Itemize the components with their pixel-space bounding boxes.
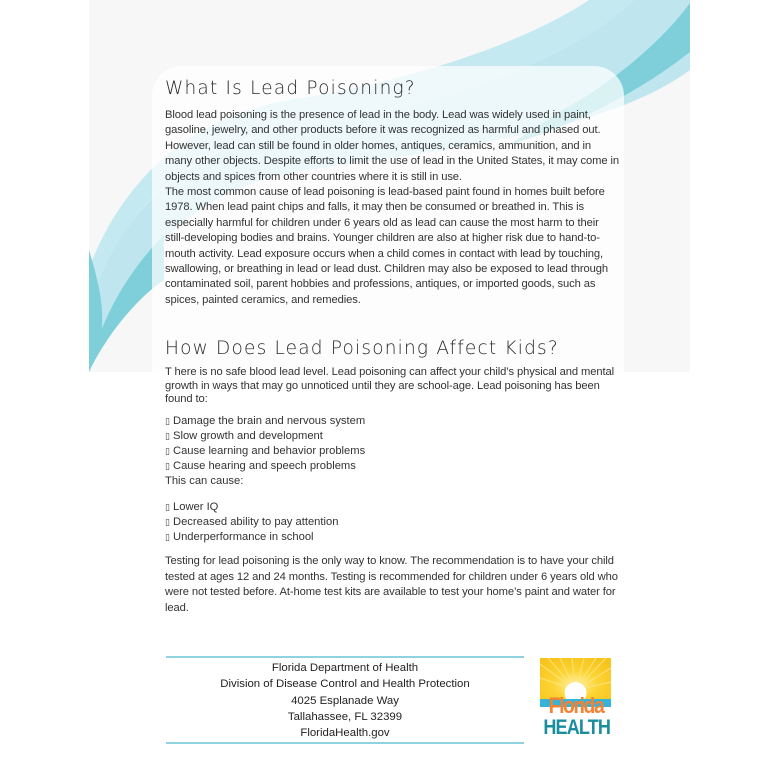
footer-contact xyxy=(166,656,524,744)
footer-division: Division of Disease Control and Health Protection xyxy=(220,678,470,691)
footer-bottom-rule xyxy=(166,742,524,744)
heading-what-is-lead-poisoning: What Is Lead Poisoning? xyxy=(165,78,416,99)
bullet-icon: ▯ xyxy=(165,503,170,513)
bullet-icon: ▯ xyxy=(165,417,170,427)
bullet-icon: ▯ xyxy=(165,462,170,472)
list-item: ▯ Decreased ability to pay attention xyxy=(165,515,338,530)
heading-how-affects-kids: How Does Lead Poisoning Affect Kids? xyxy=(165,338,559,359)
can-cause-label: This can cause: xyxy=(165,475,244,487)
footer-address xyxy=(166,660,524,741)
bullet-icon: ▯ xyxy=(165,432,170,442)
paragraph-testing: Testing for lead poisoning is the only way to know. The recommendation is to have your child tested at ages 12 and 24 months. Testing is recommended for children under 6 years old who were not tested before. At-home test kits are available to test your home’s paint and water for lead. xyxy=(165,555,618,614)
list-item: ▯ Slow growth and development xyxy=(165,429,365,444)
list-item: ▯ Underperformance in school xyxy=(165,530,338,545)
list-item: ▯ Damage the brain and nervous system xyxy=(165,414,365,429)
footer-top-rule xyxy=(166,656,524,658)
logo-wordmark-florida: Florida xyxy=(548,693,604,718)
list-item: ▯ Cause hearing and speech problems xyxy=(165,459,365,474)
paragraph-definition: Blood lead poisoning is the presence of lead in the body. Lead was widely used in paint, gasoline, jewelry, and other products before it was recognized as harmful and phased out. However, lead can still be found in older homes, antiques, ceramics, ammunition, and in many other objects. Despite efforts to limit the use of lead in the United States, it may come in objects and spices from other countries where it is still in use. xyxy=(165,109,619,183)
logo-wordmark-health: HEALTH xyxy=(543,716,611,739)
consequences-list xyxy=(165,500,338,545)
footer-org: Florida Department of Health xyxy=(271,662,419,674)
footer-website-link[interactable]: FloridaHealth.gov xyxy=(300,727,390,740)
list-item: ▯ Lower IQ xyxy=(165,500,338,515)
footer-street: 4025 Esplanade Way xyxy=(291,694,399,707)
list-item: ▯ Cause learning and behavior problems xyxy=(165,444,365,459)
paragraph-no-safe-level: T here is no safe blood lead level. Lead poisoning can affect your child’s physical and mental growth in ways that may go unnoticed until they are school-age. Lead poisoning has been found to: xyxy=(165,366,614,406)
bullet-icon: ▯ xyxy=(165,533,170,543)
florida-health-logo xyxy=(540,658,611,741)
effects-list xyxy=(165,414,365,489)
paragraph-causes: The most common cause of lead poisoning is lead-based paint found in homes built before 1978. When lead paint chips and falls, it may then be consumed or breathed in. This is especially harmful for children under 6 years old as lead can cause the most harm to their still-developing bodies and brains. Younger children are also at higher risk due to hand-to-mouth activity. Lead exposure occurs when a child comes in contact with lead by touching, swallowing, or breathing in lead or lead dust. Children may also be exposed to lead through contaminated soil, parent hobbies and professions, antiques, or imported goods, such as spices, painted ceramics, and remedies. xyxy=(165,186,609,306)
bullet-icon: ▯ xyxy=(165,447,170,457)
bullet-icon: ▯ xyxy=(165,518,170,528)
footer-city: Tallahassee, FL 32399 xyxy=(287,710,403,723)
